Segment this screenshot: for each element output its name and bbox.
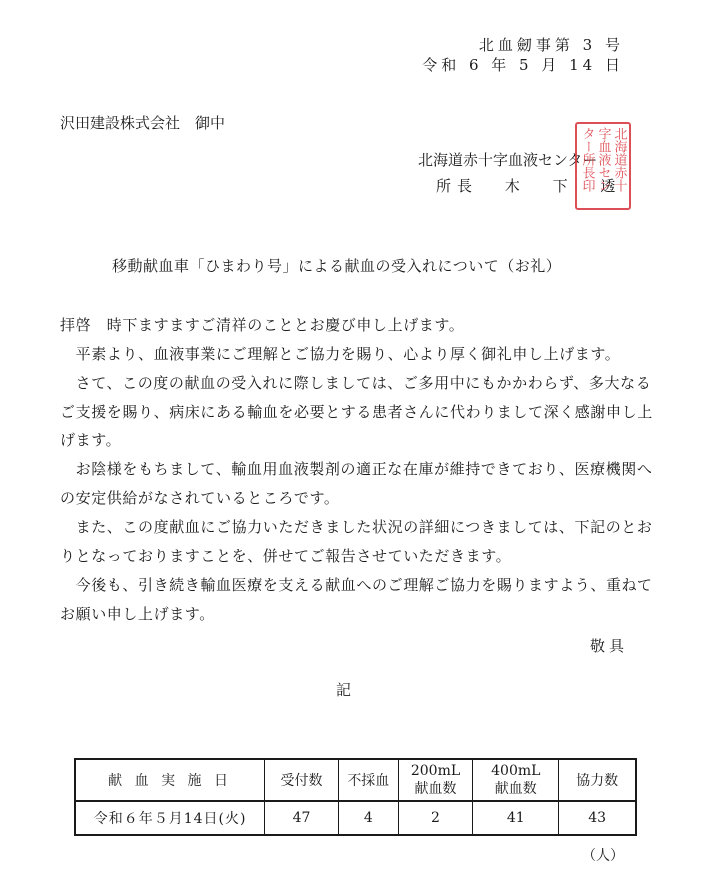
cell-rejected: 4 (338, 801, 398, 835)
sender-organization: 北海道赤十字血液センター (418, 151, 598, 169)
header-200ml-line1: 200mL (410, 763, 461, 779)
addressee: 沢田建設株式会社 御中 (60, 114, 226, 132)
body-line: げます。 (60, 431, 122, 449)
donation-results-table (74, 758, 637, 836)
body-line: お陰様をもちまして、輸血用血液製剤の適正な在庫が維持できており、医療機関へ (60, 460, 653, 478)
header-400ml-line2: 献血数 (494, 781, 537, 797)
body-line: 平素より、血液事業にご理解とご協力を賜り、心より厚く御礼申し上げます。 (60, 345, 621, 363)
header-400ml (473, 759, 559, 801)
body-line: 拝啓 時下ますますご清祥のこととお慶び申し上げます。 (60, 316, 465, 334)
body-line: の安定供給がなされているところです。 (60, 489, 340, 507)
cell-200ml: 2 (398, 801, 472, 835)
closing-phrase: 敬具 (589, 637, 628, 655)
seal-column: 字血液セン (595, 127, 611, 192)
document-date: 令和 6 年 5 月 14 日 (422, 56, 624, 74)
cell-donors: 43 (559, 801, 636, 835)
body-line: ご支援を賜り、病床にある輸血を必要とする患者さんに代わりまして深く感謝申し上 (60, 403, 653, 421)
document-title: 移動献血車「ひまわり号」による献血の受入れについて（お礼） (112, 257, 562, 275)
table-header-row (75, 759, 636, 801)
header-reception: 受付数 (265, 759, 339, 801)
body-line: 今後も、引き続き輸血医療を支える献血へのご理解ご協力を賜りますよう、重ねて (60, 576, 653, 594)
sender-name: 木 下 透 (504, 177, 630, 195)
body-line: お願い申し上げます。 (60, 605, 215, 623)
header-200ml (398, 759, 472, 801)
cell-reception: 47 (265, 801, 339, 835)
ki-label: 記 (336, 681, 352, 699)
sender-title: 所長 (436, 177, 479, 195)
header-rejected: 不採血 (338, 759, 398, 801)
seal-column: 北海道赤十 (611, 127, 627, 192)
table-row (75, 801, 636, 835)
header-400ml-line1: 400mL (491, 763, 541, 779)
body-line: また、この度献血にご協力いただきました状況の詳細につきましては、下記のとお (60, 518, 653, 536)
header-date: 献 血 実 施 日 (75, 759, 265, 801)
reference-number: 北血劒事第 3 号 (478, 36, 624, 54)
seal-column: ター所長印 (579, 127, 595, 192)
official-seal (575, 122, 631, 210)
header-200ml-line2: 献血数 (414, 781, 457, 797)
body-line: さて、この度の献血の受入れに際しましては、ご多用中にもかかわらず、多大なる (60, 374, 652, 392)
body-line: りとなっておりますことを、併せてご報告させていただきます。 (60, 547, 512, 565)
cell-date: 令和６年５月14日(火) (75, 801, 265, 835)
header-donors: 協力数 (559, 759, 636, 801)
unit-label: （人） (582, 848, 624, 864)
cell-400ml: 41 (473, 801, 559, 835)
